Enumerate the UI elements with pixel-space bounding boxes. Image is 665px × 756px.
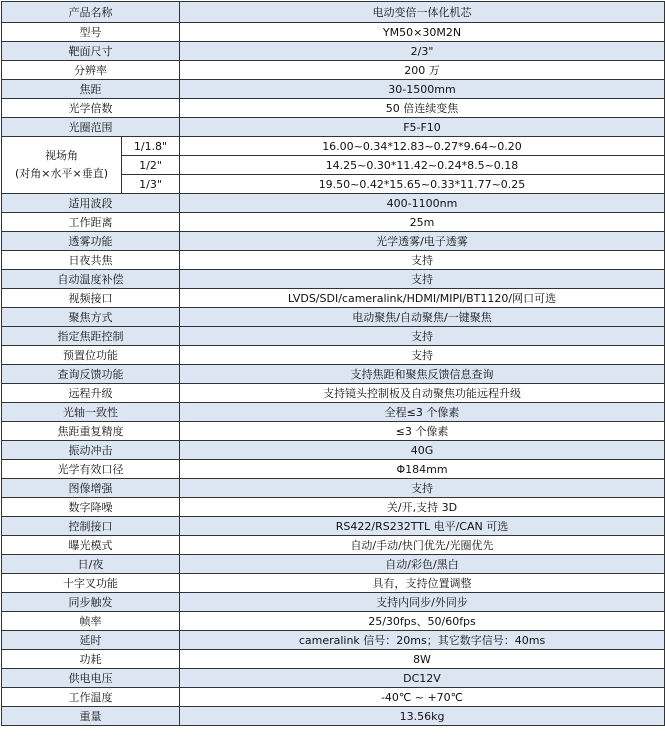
row-label: 控制接口 [2, 517, 180, 536]
row-label: 聚焦方式 [2, 308, 180, 327]
row-label: 自动温度补偿 [2, 270, 180, 289]
row-label: 分辨率 [2, 61, 180, 80]
row-label: 光学倍数 [2, 99, 180, 118]
row-value: 全程≤3 个像素 [180, 403, 665, 422]
row-label: 十字叉功能 [2, 574, 180, 593]
row-value: cameralink 信号：20ms；其它数字信号：40ms [180, 631, 665, 650]
table-row [2, 194, 665, 213]
row-value: 支持焦距和聚焦反馈信息查询 [180, 365, 665, 384]
row-label: 日/夜 [2, 555, 180, 574]
table-row [2, 270, 665, 289]
table-row [2, 688, 665, 707]
row-label: 适用波段 [2, 194, 180, 213]
fov-value: 14.25~0.30*11.42~0.24*8.5~0.18 [180, 156, 665, 175]
table-row [2, 422, 665, 441]
row-label: 工作距离 [2, 213, 180, 232]
row-value: 13.56kg [180, 707, 665, 726]
table-row [2, 460, 665, 479]
table-row [2, 327, 665, 346]
row-value: 50 倍连续变焦 [180, 99, 665, 118]
row-value: 自动/手动/快门优先/光圈优先 [180, 536, 665, 555]
row-value: 支持 [180, 327, 665, 346]
row-label: 重量 [2, 707, 180, 726]
row-value: -40℃ ~ +70℃ [180, 688, 665, 707]
fov-label-line1: 视场角 [45, 149, 78, 162]
table-row [2, 213, 665, 232]
row-label: 曝光模式 [2, 536, 180, 555]
table-row [2, 555, 665, 574]
row-value: 支持 [180, 251, 665, 270]
row-label: 工作温度 [2, 688, 180, 707]
row-label: 光轴一致性 [2, 403, 180, 422]
row-label: 帧率 [2, 612, 180, 631]
table-row [2, 80, 665, 99]
row-value: 8W [180, 650, 665, 669]
row-value: 25/30fps、50/60fps [180, 612, 665, 631]
spec-table [1, 1, 665, 726]
row-label: 光学有效口径 [2, 460, 180, 479]
fov-value: 19.50~0.42*15.65~0.33*11.77~0.25 [180, 175, 665, 194]
table-row [2, 593, 665, 612]
row-label: 型号 [2, 23, 180, 42]
row-value: ≤3 个像素 [180, 422, 665, 441]
row-value: LVDS/SDI/cameralink/HDMI/MIPI/BT1120/网口可选 [180, 289, 665, 308]
table-row [2, 42, 665, 61]
fov-sensor-size: 1/1.8" [122, 137, 180, 156]
row-value: 400-1100nm [180, 194, 665, 213]
fov-label [2, 137, 122, 194]
row-label: 延时 [2, 631, 180, 650]
row-value: 25m [180, 213, 665, 232]
fov-sensor-size: 1/2" [122, 156, 180, 175]
row-label: 产品名称 [2, 2, 180, 23]
row-value: 支持 [180, 346, 665, 365]
table-row [2, 23, 665, 42]
table-row [2, 99, 665, 118]
row-value: 电动变倍一体化机芯 [180, 2, 665, 23]
table-row [2, 669, 665, 688]
row-label: 视频接口 [2, 289, 180, 308]
row-value: F5-F10 [180, 118, 665, 137]
row-value: 自动/彩色/黑白 [180, 555, 665, 574]
row-value: Φ184mm [180, 460, 665, 479]
table-row [2, 289, 665, 308]
table-row [2, 118, 665, 137]
table-row [2, 346, 665, 365]
row-value: RS422/RS232TTL 电平/CAN 可选 [180, 517, 665, 536]
fov-sensor-size: 1/3" [122, 175, 180, 194]
table-row-header [2, 2, 665, 23]
row-label: 焦距 [2, 80, 180, 99]
row-label: 图像增强 [2, 479, 180, 498]
row-value: 200 万 [180, 61, 665, 80]
row-value: 关/开,支持 3D [180, 498, 665, 517]
row-label: 远程升级 [2, 384, 180, 403]
row-value: 支持内同步/外同步 [180, 593, 665, 612]
table-row [2, 631, 665, 650]
table-row [2, 707, 665, 726]
row-label: 预置位功能 [2, 346, 180, 365]
table-row [2, 479, 665, 498]
table-row [2, 251, 665, 270]
row-value: 光学透雾/电子透雾 [180, 232, 665, 251]
row-label: 振动冲击 [2, 441, 180, 460]
table-row-fov [2, 137, 665, 156]
table-row [2, 650, 665, 669]
row-label: 靶面尺寸 [2, 42, 180, 61]
table-row [2, 517, 665, 536]
row-value: 2/3" [180, 42, 665, 61]
fov-label-line2: (对角×水平×垂直) [14, 167, 109, 180]
table-row [2, 61, 665, 80]
table-row [2, 365, 665, 384]
row-label: 供电电压 [2, 669, 180, 688]
row-value: DC12V [180, 669, 665, 688]
row-label: 同步触发 [2, 593, 180, 612]
row-value: 具有，支持位置调整 [180, 574, 665, 593]
row-label: 功耗 [2, 650, 180, 669]
table-row [2, 574, 665, 593]
row-label: 查询反馈功能 [2, 365, 180, 384]
row-label: 光圈范围 [2, 118, 180, 137]
table-row [2, 498, 665, 517]
spec-table-body [2, 2, 665, 726]
row-value: 40G [180, 441, 665, 460]
row-value: YM50×30M2N [180, 23, 665, 42]
fov-value: 16.00~0.34*12.83~0.27*9.64~0.20 [180, 137, 665, 156]
row-label: 指定焦距控制 [2, 327, 180, 346]
row-value: 30-1500mm [180, 80, 665, 99]
table-row [2, 441, 665, 460]
table-row [2, 232, 665, 251]
row-value: 支持镜头控制板及自动聚焦功能远程升级 [180, 384, 665, 403]
row-label: 数字降噪 [2, 498, 180, 517]
row-value: 电动聚焦/自动聚焦/一键聚焦 [180, 308, 665, 327]
row-value: 支持 [180, 270, 665, 289]
row-label: 焦距重复精度 [2, 422, 180, 441]
table-row [2, 536, 665, 555]
table-row [2, 612, 665, 631]
row-label: 透雾功能 [2, 232, 180, 251]
row-label: 日夜共焦 [2, 251, 180, 270]
table-row [2, 308, 665, 327]
table-row [2, 403, 665, 422]
table-row [2, 384, 665, 403]
row-value: 支持 [180, 479, 665, 498]
